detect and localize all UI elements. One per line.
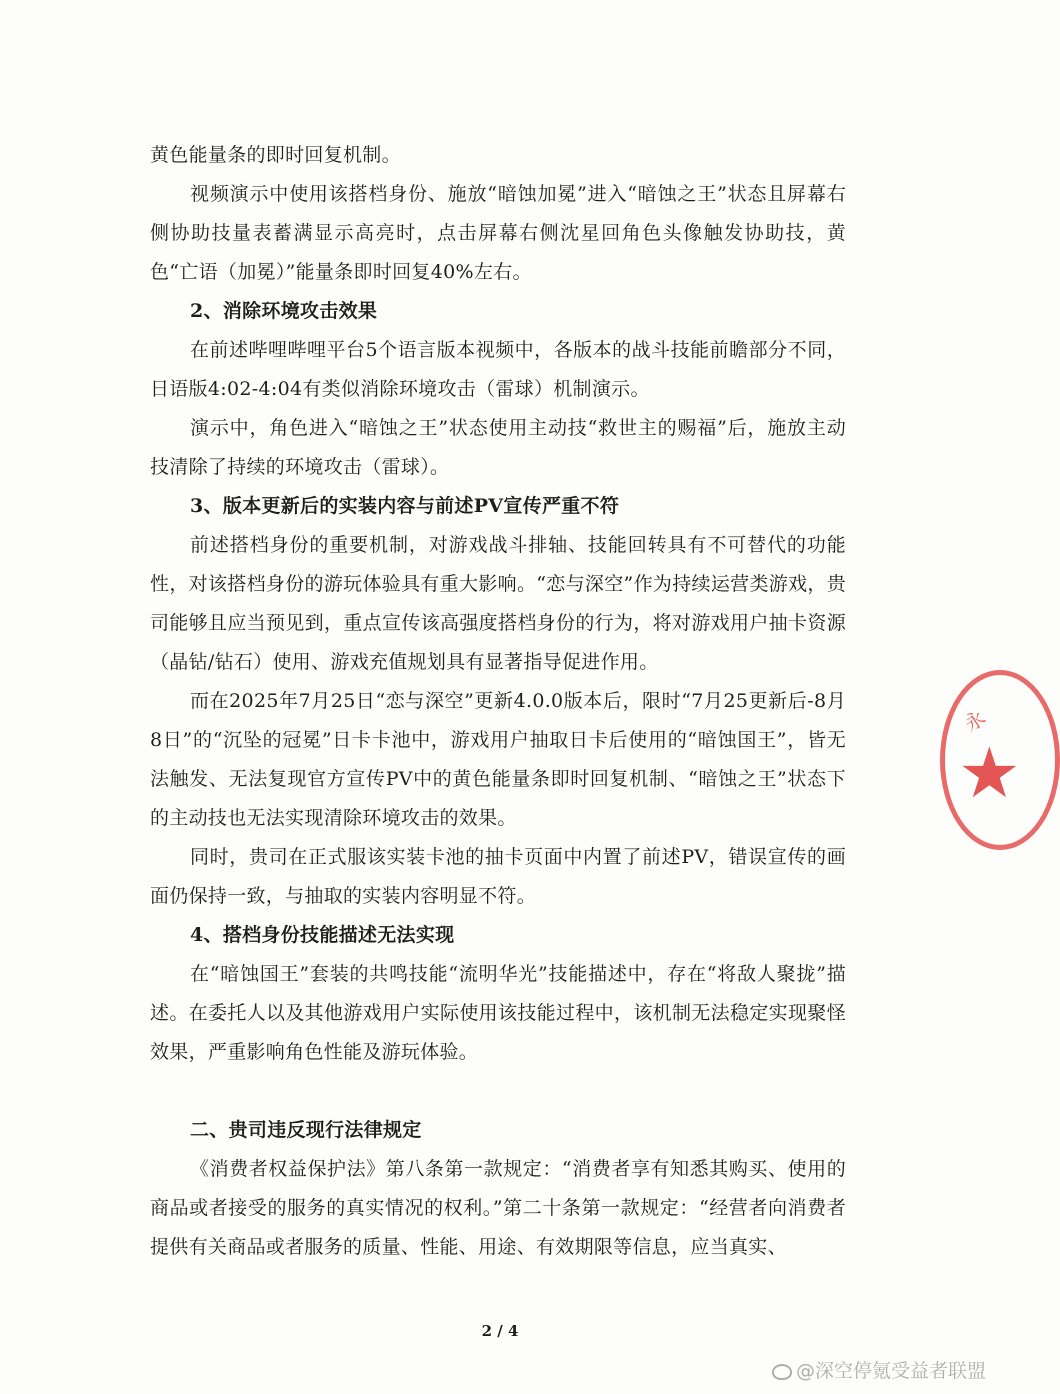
paragraph: 在“暗蚀国王”套装的共鸣技能“流明华光”技能描述中，存在“将敌人聚拢”描述。在委托人以及其他游戏用户实际使用该技能过程中，该机制无法稳定实现聚怪效果，严重影响角色性能及游玩体验。: [150, 963, 846, 1063]
paragraph: 在前述哔哩哔哩平台5个语言版本视频中，各版本的战斗技能前瞻部分不同，日语版4:02-4:04有类似消除环境攻击（雷球）机制演示。: [150, 339, 846, 400]
section-heading: 4、搭档身份技能描述无法实现: [190, 924, 455, 946]
paragraph: 同时，贵司在正式服该实装卡池的抽卡页面中内置了前述PV，错误宣传的画面仍保持一致，与抽取的实装内容明显不符。: [150, 846, 846, 907]
section-heading: 二、贵司违反现行法律规定: [190, 1119, 422, 1141]
seal-star-icon: ★: [958, 732, 1021, 814]
paragraph: 而在2025年7月25日“恋与深空”更新4.0.0版本后，限时“7月25更新后-8月8日”的“沉坠的冠冕”日卡卡池中，游戏用户抽取日卡后使用的“暗蚀国王”，皆无法触发、无法复现官方宣传PV中的黄色能量条即时回复机制、“暗蚀之王”状态下的主动技也无法实现清除环境攻击的效果。: [150, 690, 846, 829]
watermark: [772, 1356, 986, 1383]
paragraph: 前述搭档身份的重要机制，对游戏战斗排轴、技能回转具有不可替代的功能性，对该搭档身份的游玩体验具有重大影响。“恋与深空”作为持续运营类游戏，贵司能够且应当预见到，重点宣传该高强度搭档身份的行为，将对游戏用户抽卡资源（晶钻/钻石）使用、游戏充值规划具有显著指导促进作用。: [150, 534, 846, 673]
paragraph: 视频演示中使用该搭档身份、施放“暗蚀加冕”进入“暗蚀之王”状态且屏幕右侧协助技量表蓄满显示高亮时，点击屏幕右侧沈星回角色头像触发协助技，黄色“亡语（加冕）”能量条即时回复40%左右。: [150, 183, 846, 283]
page-number: 2 / 4: [481, 1322, 519, 1340]
section-heading: 3、版本更新后的实装内容与前述PV宣传严重不符: [190, 495, 620, 517]
section-heading: 2、消除环境攻击效果: [190, 300, 378, 322]
weibo-icon: [772, 1364, 792, 1380]
seal-text: 永: [959, 705, 990, 737]
paragraph: 演示中，角色进入“暗蚀之王”状态使用主动技“救世主的赐福”后，施放主动技清除了持续的环境攻击（雷球）。: [150, 417, 846, 478]
section-gap: [150, 1072, 846, 1111]
watermark-text: @深空停氪受益者联盟: [795, 1360, 986, 1382]
paragraph: 黄色能量条的即时回复机制。: [150, 144, 401, 166]
paragraph: 《消费者权益保护法》第八条第一款规定：“消费者享有知悉其购买、使用的商品或者接受的服务的真实情况的权利。”第二十条第一款规定：“经营者向消费者提供有关商品或者服务的质量、性能、用途、有效期限等信息，应当真实、: [150, 1158, 846, 1258]
document-body: [150, 136, 846, 1267]
